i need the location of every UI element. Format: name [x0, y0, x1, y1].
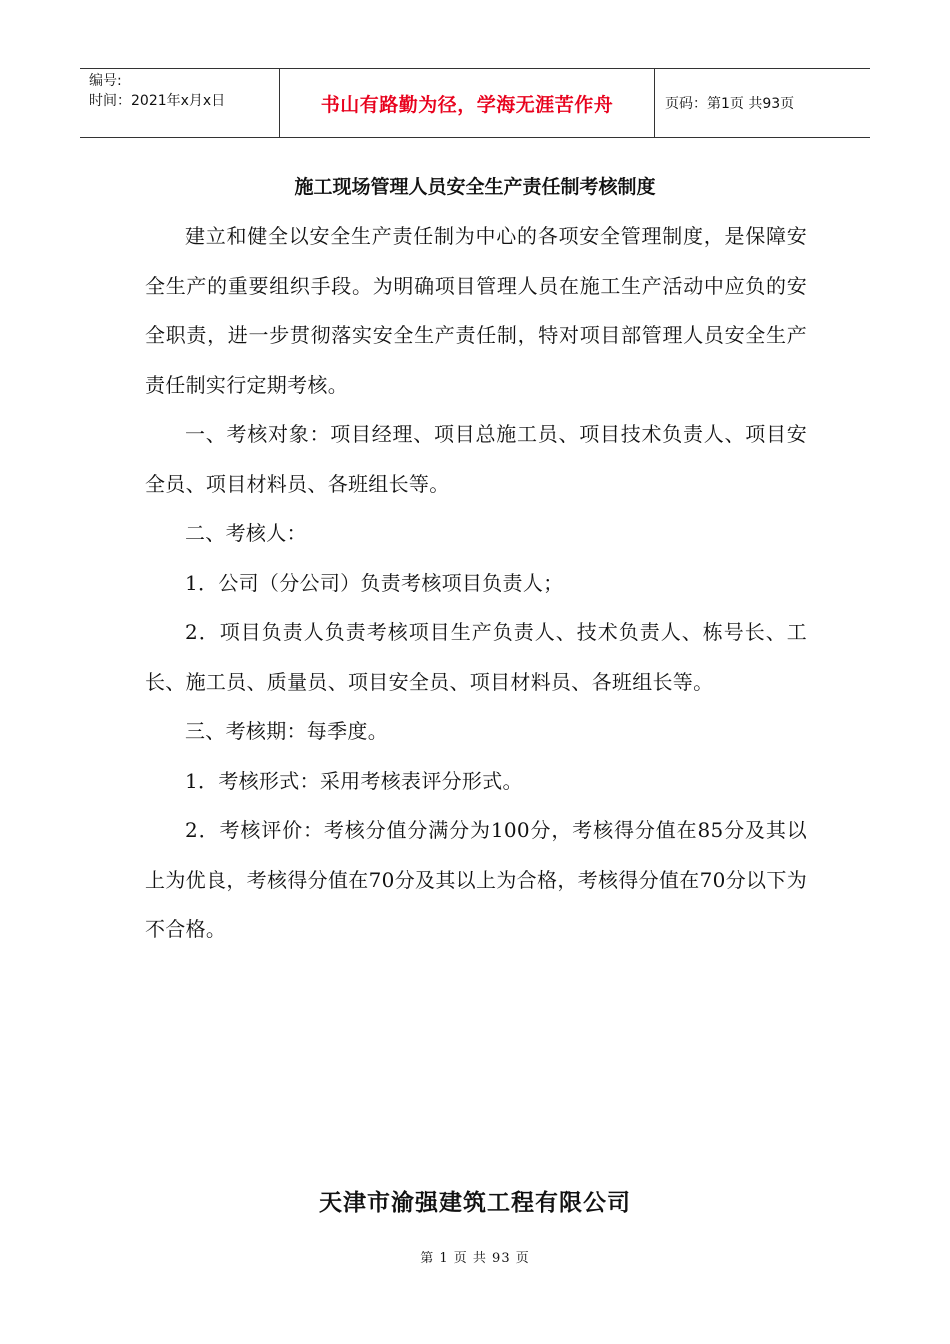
company-name: 天津市渝强建筑工程有限公司 — [319, 1190, 631, 1216]
document-title: 施工现场管理人员安全生产责任制考核制度 — [294, 176, 656, 198]
header-table — [80, 68, 870, 138]
paragraph: 三、考核期：每季度。 — [185, 719, 388, 743]
paragraph: 二、考核人： — [185, 521, 307, 545]
time-label: 时间：2021年x月x日 — [89, 93, 226, 109]
document-body — [145, 212, 807, 955]
motto-text: 书山有路勤为径，学海无涯苦作舟 — [320, 93, 614, 116]
paragraph: 一、考核对象：项目经理、项目总施工员、项目技术负责人、项目安全员、项目材料员、各班组长等。 — [145, 422, 807, 496]
page-info-text: 页码：第1页 共93页 — [665, 96, 795, 112]
number-label: 编号: — [89, 73, 122, 89]
paragraph: 2．项目负责人负责考核项目生产负责人、技术负责人、栋号长、工长、施工员、质量员、项目安全员、项目材料员、各班组长等。 — [145, 620, 807, 694]
motto-cell — [280, 69, 655, 137]
paragraph: 建立和健全以安全生产责任制为中心的各项安全管理制度，是保障安全生产的重要组织手段。为明确项目管理人员在施工生产活动中应负的安全职责，进一步贯彻落实安全生产责任制，特对项目部管理人员安全生产责任制实行定期考核。 — [145, 224, 807, 397]
paragraph: 1．公司（分公司）负责考核项目负责人； — [185, 570, 564, 595]
paragraph: 1．考核形式：采用考核表评分形式。 — [185, 768, 523, 793]
paragraph: 2．考核评价：考核分值分满分为100分，考核得分值在85分及其以上为优良，考核得分值在70分及其以上为合格，考核得分值在70分以下为不合格。 — [145, 818, 807, 941]
header-meta-cell — [80, 69, 280, 137]
page-info-cell — [655, 69, 870, 137]
page-footer: 第 1 页 共 93 页 — [420, 1251, 530, 1266]
